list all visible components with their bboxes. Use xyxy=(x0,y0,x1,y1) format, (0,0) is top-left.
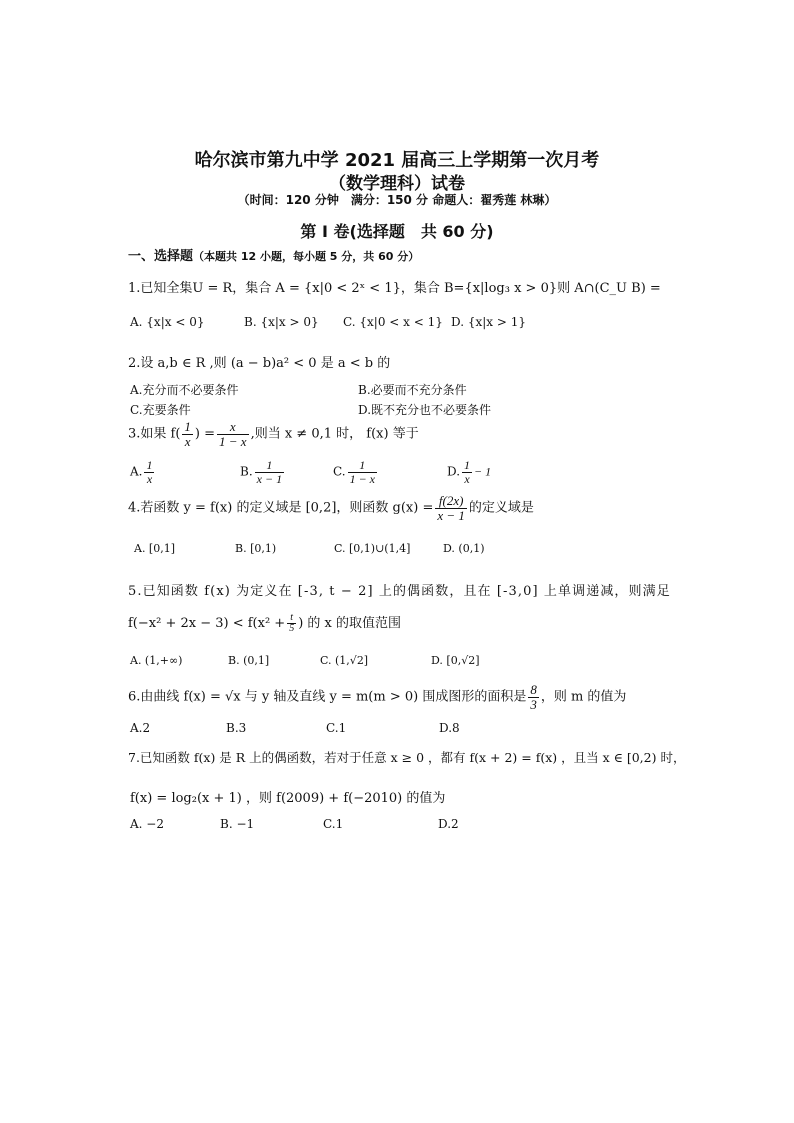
numerator: 1 xyxy=(348,459,377,473)
numerator: 1 xyxy=(255,459,284,473)
denominator: 5 xyxy=(289,623,295,634)
option-label: B. xyxy=(240,464,253,479)
numerator: 1 xyxy=(184,419,191,434)
question-3-stem-prefix: 3.如果 f( xyxy=(128,426,181,442)
numerator: f(2x) xyxy=(435,494,467,509)
question-6-option-b: B.3 xyxy=(226,721,247,735)
denominator: x xyxy=(146,471,153,486)
question-3-stem xyxy=(128,420,419,448)
numerator: 1 xyxy=(146,458,153,472)
section-label: 一、选择题 xyxy=(128,249,194,264)
exam-subject: （数学理科）试卷 xyxy=(329,174,465,194)
question-3-option-c xyxy=(333,459,379,485)
option-tail: − 1 xyxy=(474,464,492,479)
question-3-fraction-1 xyxy=(182,420,193,448)
question-6-fraction xyxy=(528,683,539,711)
option-label: D. xyxy=(447,464,461,479)
question-7-option-c: C.1 xyxy=(323,817,344,831)
question-1-stem: 1.已知全集U = R，集合 A = {x|0 < 2ˣ < 1}，集合 B={x|log₃ x > 0}则 A∩(C_U B) = xyxy=(128,281,661,296)
question-3-option-d xyxy=(447,459,491,485)
question-3-option-b xyxy=(240,459,286,485)
question-5-line2-suffix: ) 的 x 的取值范围 xyxy=(298,616,401,631)
question-5-option-a: A. (1,+∞) xyxy=(130,654,183,667)
question-3-fraction-2 xyxy=(217,420,249,448)
numerator: t xyxy=(287,613,296,625)
option-fraction xyxy=(144,459,154,485)
question-4-stem-prefix: 4.若函数 y = f(x) 的定义域是 [0,2]，则函数 g(x) = xyxy=(128,500,434,516)
question-6-stem-suffix: ，则 m 的值为 xyxy=(540,689,627,705)
question-4-option-c: C. [0,1)∪(1,4] xyxy=(334,542,411,555)
question-2-option-b: B.必要而不充分条件 xyxy=(358,383,467,397)
question-1-option-d: D. {x|x > 1} xyxy=(451,315,526,329)
question-6-option-a: A.2 xyxy=(130,721,151,735)
question-4-fraction xyxy=(435,494,467,522)
question-6-stem-prefix: 6.由曲线 f(x) = √x 与 y 轴及直线 y = m(m > 0) 围成图形的面积是 xyxy=(128,689,527,705)
option-fraction xyxy=(462,459,472,485)
question-4-option-b: B. [0,1) xyxy=(235,542,277,555)
question-2-option-c: C.充要条件 xyxy=(130,403,191,417)
question-4-option-d: D. (0,1) xyxy=(443,542,485,555)
question-3-option-a xyxy=(130,459,156,485)
question-7-option-a: A. −2 xyxy=(130,817,164,831)
option-fraction xyxy=(255,459,284,485)
question-7-stem-line2: f(x) = log₂(x + 1) ，则 f(2009) + f(−2010) 的值为 xyxy=(130,791,446,806)
question-6-option-d: D.8 xyxy=(439,721,460,735)
question-4-stem-suffix: 的定义域是 xyxy=(468,500,534,516)
question-5-stem-line2 xyxy=(128,612,401,635)
question-7-stem: 7.已知函数 f(x) 是 R 上的偶函数，若对于任意 x ≥ 0 ，都有 f(x + 2) = f(x) ，且当 x ∈ [0,2) 时， xyxy=(128,750,686,765)
numerator: 8 xyxy=(530,682,537,697)
question-7-option-b: B. −1 xyxy=(220,817,255,831)
denominator: x − 1 xyxy=(256,471,283,486)
question-5-option-c: C. (1,√2] xyxy=(320,654,369,667)
question-3-stem-suffix: ,则当 x ≠ 0,1 时， f(x) 等于 xyxy=(250,426,419,442)
denominator: 1 − x xyxy=(219,433,247,449)
exam-meta: （时间：120 分钟 满分：150 分 命题人：翟秀莲 林琳） xyxy=(237,193,557,207)
numerator: 1 xyxy=(464,458,471,472)
option-fraction xyxy=(348,459,377,485)
question-5-option-d: D. [0,√2] xyxy=(431,654,480,667)
question-7-option-d: D.2 xyxy=(438,817,459,831)
question-2-stem: 2.设 a,b ∈ R ,则 (a − b)a² < 0 是 a < b 的 xyxy=(128,356,391,371)
question-4-option-a: A. [0,1] xyxy=(134,542,176,555)
question-1-option-c: C. {x|0 < x < 1} xyxy=(343,315,443,329)
denominator: x xyxy=(184,433,191,449)
question-2-option-d: D.既不充分也不必要条件 xyxy=(358,403,492,417)
section-note: （本题共 12 小题，每小题 5 分，共 60 分） xyxy=(193,250,420,263)
question-5-line2-prefix: f(−x² + 2x − 3) < f(x² + xyxy=(128,616,286,631)
question-4-stem xyxy=(128,494,534,522)
question-3-stem-mid: ) = xyxy=(194,426,216,442)
denominator: 3 xyxy=(530,696,537,712)
question-1-option-b: B. {x|x > 0} xyxy=(244,315,319,329)
denominator: x − 1 xyxy=(437,507,465,523)
option-label: A. xyxy=(130,464,143,479)
question-5-stem: 5.已知函数 f(x) 为定义在 [-3, t − 2] 上的偶函数，且在 [-3,0] 上单调递减，则满足 xyxy=(128,584,671,599)
question-5-option-b: B. (0,1] xyxy=(228,654,270,667)
section-heading xyxy=(128,245,419,264)
question-5-fraction xyxy=(287,613,296,635)
question-1-option-a: A. {x|x < 0} xyxy=(130,315,205,329)
denominator: x xyxy=(464,471,470,486)
denominator: 1 − x xyxy=(349,471,376,486)
numerator: x xyxy=(217,420,249,435)
question-2-option-a: A.充分而不必要条件 xyxy=(130,383,239,397)
option-label: C. xyxy=(333,464,346,479)
question-6-stem xyxy=(128,683,626,711)
question-6-option-c: C.1 xyxy=(326,721,347,735)
part-title: 第 I 卷(选择题 共 60 分) xyxy=(300,222,494,241)
exam-title: 哈尔滨市第九中学 2021 届高三上学期第一次月考 xyxy=(194,150,600,171)
